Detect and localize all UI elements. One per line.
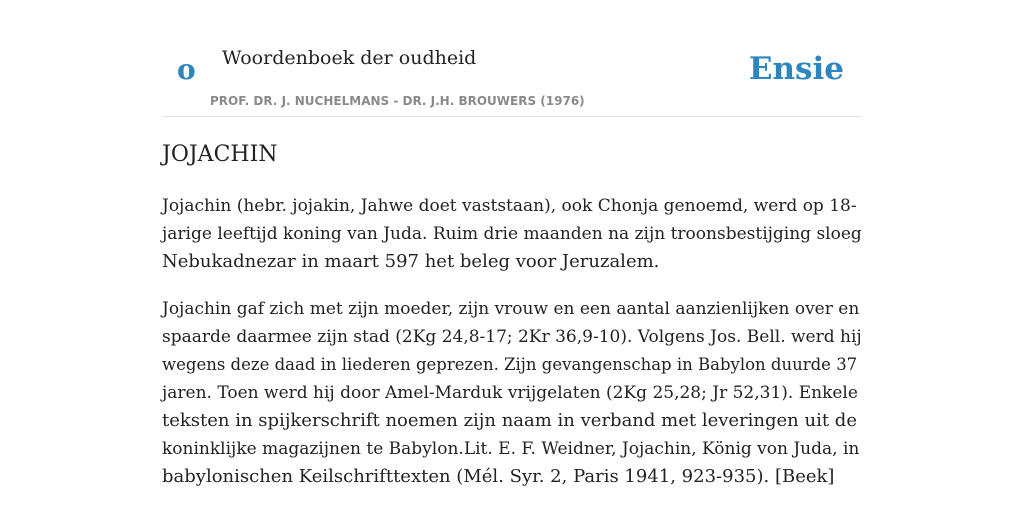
paragraph-line: spaarde daarmee zijn stad (2Kg 24,8-17; 2Kr 36,9-10). Volgens Jos. Bell. werd hij bbox=[162, 327, 862, 347]
ensie-brand-logo[interactable]: Ensie bbox=[748, 51, 844, 87]
paragraph-line: koninklijke magazijnen te Babylon.Lit. E. F. Weidner, Jojachin, König von Juda, in bbox=[162, 439, 860, 459]
paragraph-line: Jojachin (hebr. jojakin, Jahwe doet vaststaan), ook Chonja genoemd, werd op 18- bbox=[162, 196, 857, 216]
dictionary-header bbox=[162, 0, 862, 117]
dictionary-logo-icon: o bbox=[177, 53, 196, 86]
article-paragraph-1 bbox=[162, 192, 862, 276]
paragraph-line: teksten in spijkerschrift noemen zijn naam in verband met leveringen uit de bbox=[162, 410, 857, 431]
dictionary-title-link[interactable]: Woordenboek der oudheid bbox=[222, 47, 477, 69]
article bbox=[162, 138, 862, 491]
paragraph-line: jarige leeftijd koning van Juda. Ruim drie maanden na zijn troonsbestijging sloeg bbox=[162, 224, 862, 244]
paragraph-line: wegens deze daad in liederen geprezen. Zijn gevangenschap in Babylon duurde 37 bbox=[162, 355, 858, 374]
paragraph-line: jaren. Toen werd hij door Amel-Marduk vrijgelaten (2Kg 25,28; Jr 52,31). Enkele bbox=[162, 383, 858, 403]
dictionary-authors: PROF. DR. J. NUCHELMANS - DR. J.H. BROUWERS (1976) bbox=[210, 94, 585, 108]
paragraph-line: Nebukadnezar in maart 597 het beleg voor Jeruzalem. bbox=[162, 251, 660, 272]
article-paragraph-2 bbox=[162, 295, 862, 491]
paragraph-line: babylonischen Keilschrifttexten (Mél. Syr. 2, Paris 1941, 923-935). [Beek] bbox=[162, 466, 835, 487]
article-headword: JOJACHIN bbox=[162, 142, 278, 167]
paragraph-line: Jojachin gaf zich met zijn moeder, zijn vrouw en een aantal aanzienlijken over en bbox=[162, 299, 860, 319]
